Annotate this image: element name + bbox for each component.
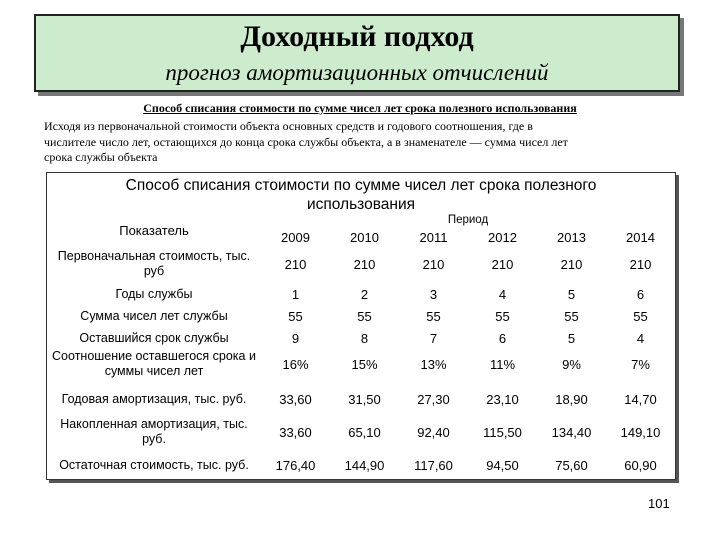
table-cell: 16% — [282, 356, 309, 372]
table-cell: 9 — [291, 330, 300, 346]
table-cell: 210 — [353, 256, 376, 272]
table-cell: 210 — [491, 256, 514, 272]
table-title — [47, 176, 675, 214]
section-description — [44, 119, 676, 166]
table-title-line: использования — [306, 196, 416, 213]
row-label: Остаточная стоимость, тыс. руб. — [59, 457, 249, 472]
description-line: числителе число лет, остающихся до конца срока службы объекта, а в знаменателе — сумма чисел лет — [44, 134, 568, 149]
title-box — [34, 14, 680, 92]
row-label: Годы службы — [115, 286, 193, 301]
table-cell: 55 — [426, 308, 441, 324]
row-label: Годовая амортизация, тыс. руб. — [61, 391, 247, 406]
table-cell: 6 — [636, 286, 645, 302]
table-cell: 65,10 — [348, 424, 381, 440]
table-cell: 31,50 — [348, 391, 381, 407]
table-cell: 18,90 — [555, 391, 588, 407]
table-cell: 2 — [360, 286, 369, 302]
table-cell: 210 — [629, 256, 652, 272]
year-header: 2013 — [557, 229, 586, 245]
description-line: срока службы объекта — [44, 150, 158, 164]
table-cell: 210 — [560, 256, 583, 272]
table-cell: 4 — [498, 286, 507, 302]
depreciation-table — [46, 172, 676, 480]
table-cell: 9% — [562, 356, 581, 372]
table-cell: 7% — [631, 356, 650, 372]
description-line: Исходя из первоначальной стоимости объекта основных средств и годового соотношения, где в — [44, 119, 533, 133]
year-header: 2014 — [626, 229, 655, 245]
table-cell: 210 — [422, 256, 445, 272]
table-cell: 8 — [360, 330, 369, 346]
table-cell: 1 — [291, 286, 300, 302]
row-label: Оставшийся срок службы — [79, 330, 229, 345]
table-cell: 3 — [429, 286, 438, 302]
table-cell: 33,60 — [279, 391, 312, 407]
table-cell: 55 — [633, 308, 648, 324]
table-cell: 13% — [420, 356, 447, 372]
table-cell: 149,10 — [620, 424, 661, 440]
year-header: 2011 — [419, 229, 448, 245]
table-cell: 6 — [498, 330, 507, 346]
table-cell: 15% — [351, 356, 378, 372]
row-label: Накопленная амортизация, тыс. руб. — [60, 417, 248, 446]
table-cell: 210 — [284, 256, 307, 272]
table-cell: 55 — [495, 308, 510, 324]
table-cell: 115,50 — [483, 424, 522, 440]
table-cell: 75,60 — [555, 457, 588, 473]
slide-title: Доходный подход — [240, 20, 474, 53]
table-cell: 27,30 — [417, 391, 450, 407]
table-title-line: Способ списания стоимости по сумме чисел лет срока полезного — [125, 177, 597, 194]
table-cell: 144,90 — [344, 457, 385, 473]
section-heading: Способ списания стоимости по сумме чисел лет срока полезного использования — [143, 101, 577, 115]
indicator-header: Показатель — [119, 223, 189, 238]
table-cell: 14,70 — [624, 391, 657, 407]
table-cell: 134,40 — [551, 424, 592, 440]
table-cell: 55 — [564, 308, 579, 324]
table-cell: 55 — [288, 308, 303, 324]
table-cell: 55 — [357, 308, 372, 324]
year-header: 2012 — [488, 229, 517, 245]
row-label: Первоначальная стоимость, тыс. руб — [57, 249, 251, 278]
slide-subtitle: прогноз амортизационных отчислений — [165, 60, 549, 85]
table-cell: 5 — [567, 286, 576, 302]
table-cell: 60,90 — [624, 457, 657, 473]
table-cell: 33,60 — [279, 424, 312, 440]
year-header: 2009 — [281, 229, 310, 245]
row-label: Сумма чисел лет службы — [80, 308, 228, 323]
table-cell: 11% — [489, 356, 516, 372]
row-label: Соотношение оставшегося срока и суммы чисел лет — [52, 349, 256, 378]
period-header: Период — [447, 214, 489, 226]
page-number: 101 — [648, 496, 670, 511]
table-cell: 7 — [429, 330, 438, 346]
year-header: 2010 — [350, 229, 379, 245]
table-cell: 117,60 — [414, 457, 453, 473]
table-cell: 4 — [636, 330, 645, 346]
table-cell: 176,40 — [275, 457, 316, 473]
table-cell: 94,50 — [486, 457, 519, 473]
table-cell: 23,10 — [486, 391, 519, 407]
table-cell: 92,40 — [417, 424, 450, 440]
table-cell: 5 — [567, 330, 576, 346]
